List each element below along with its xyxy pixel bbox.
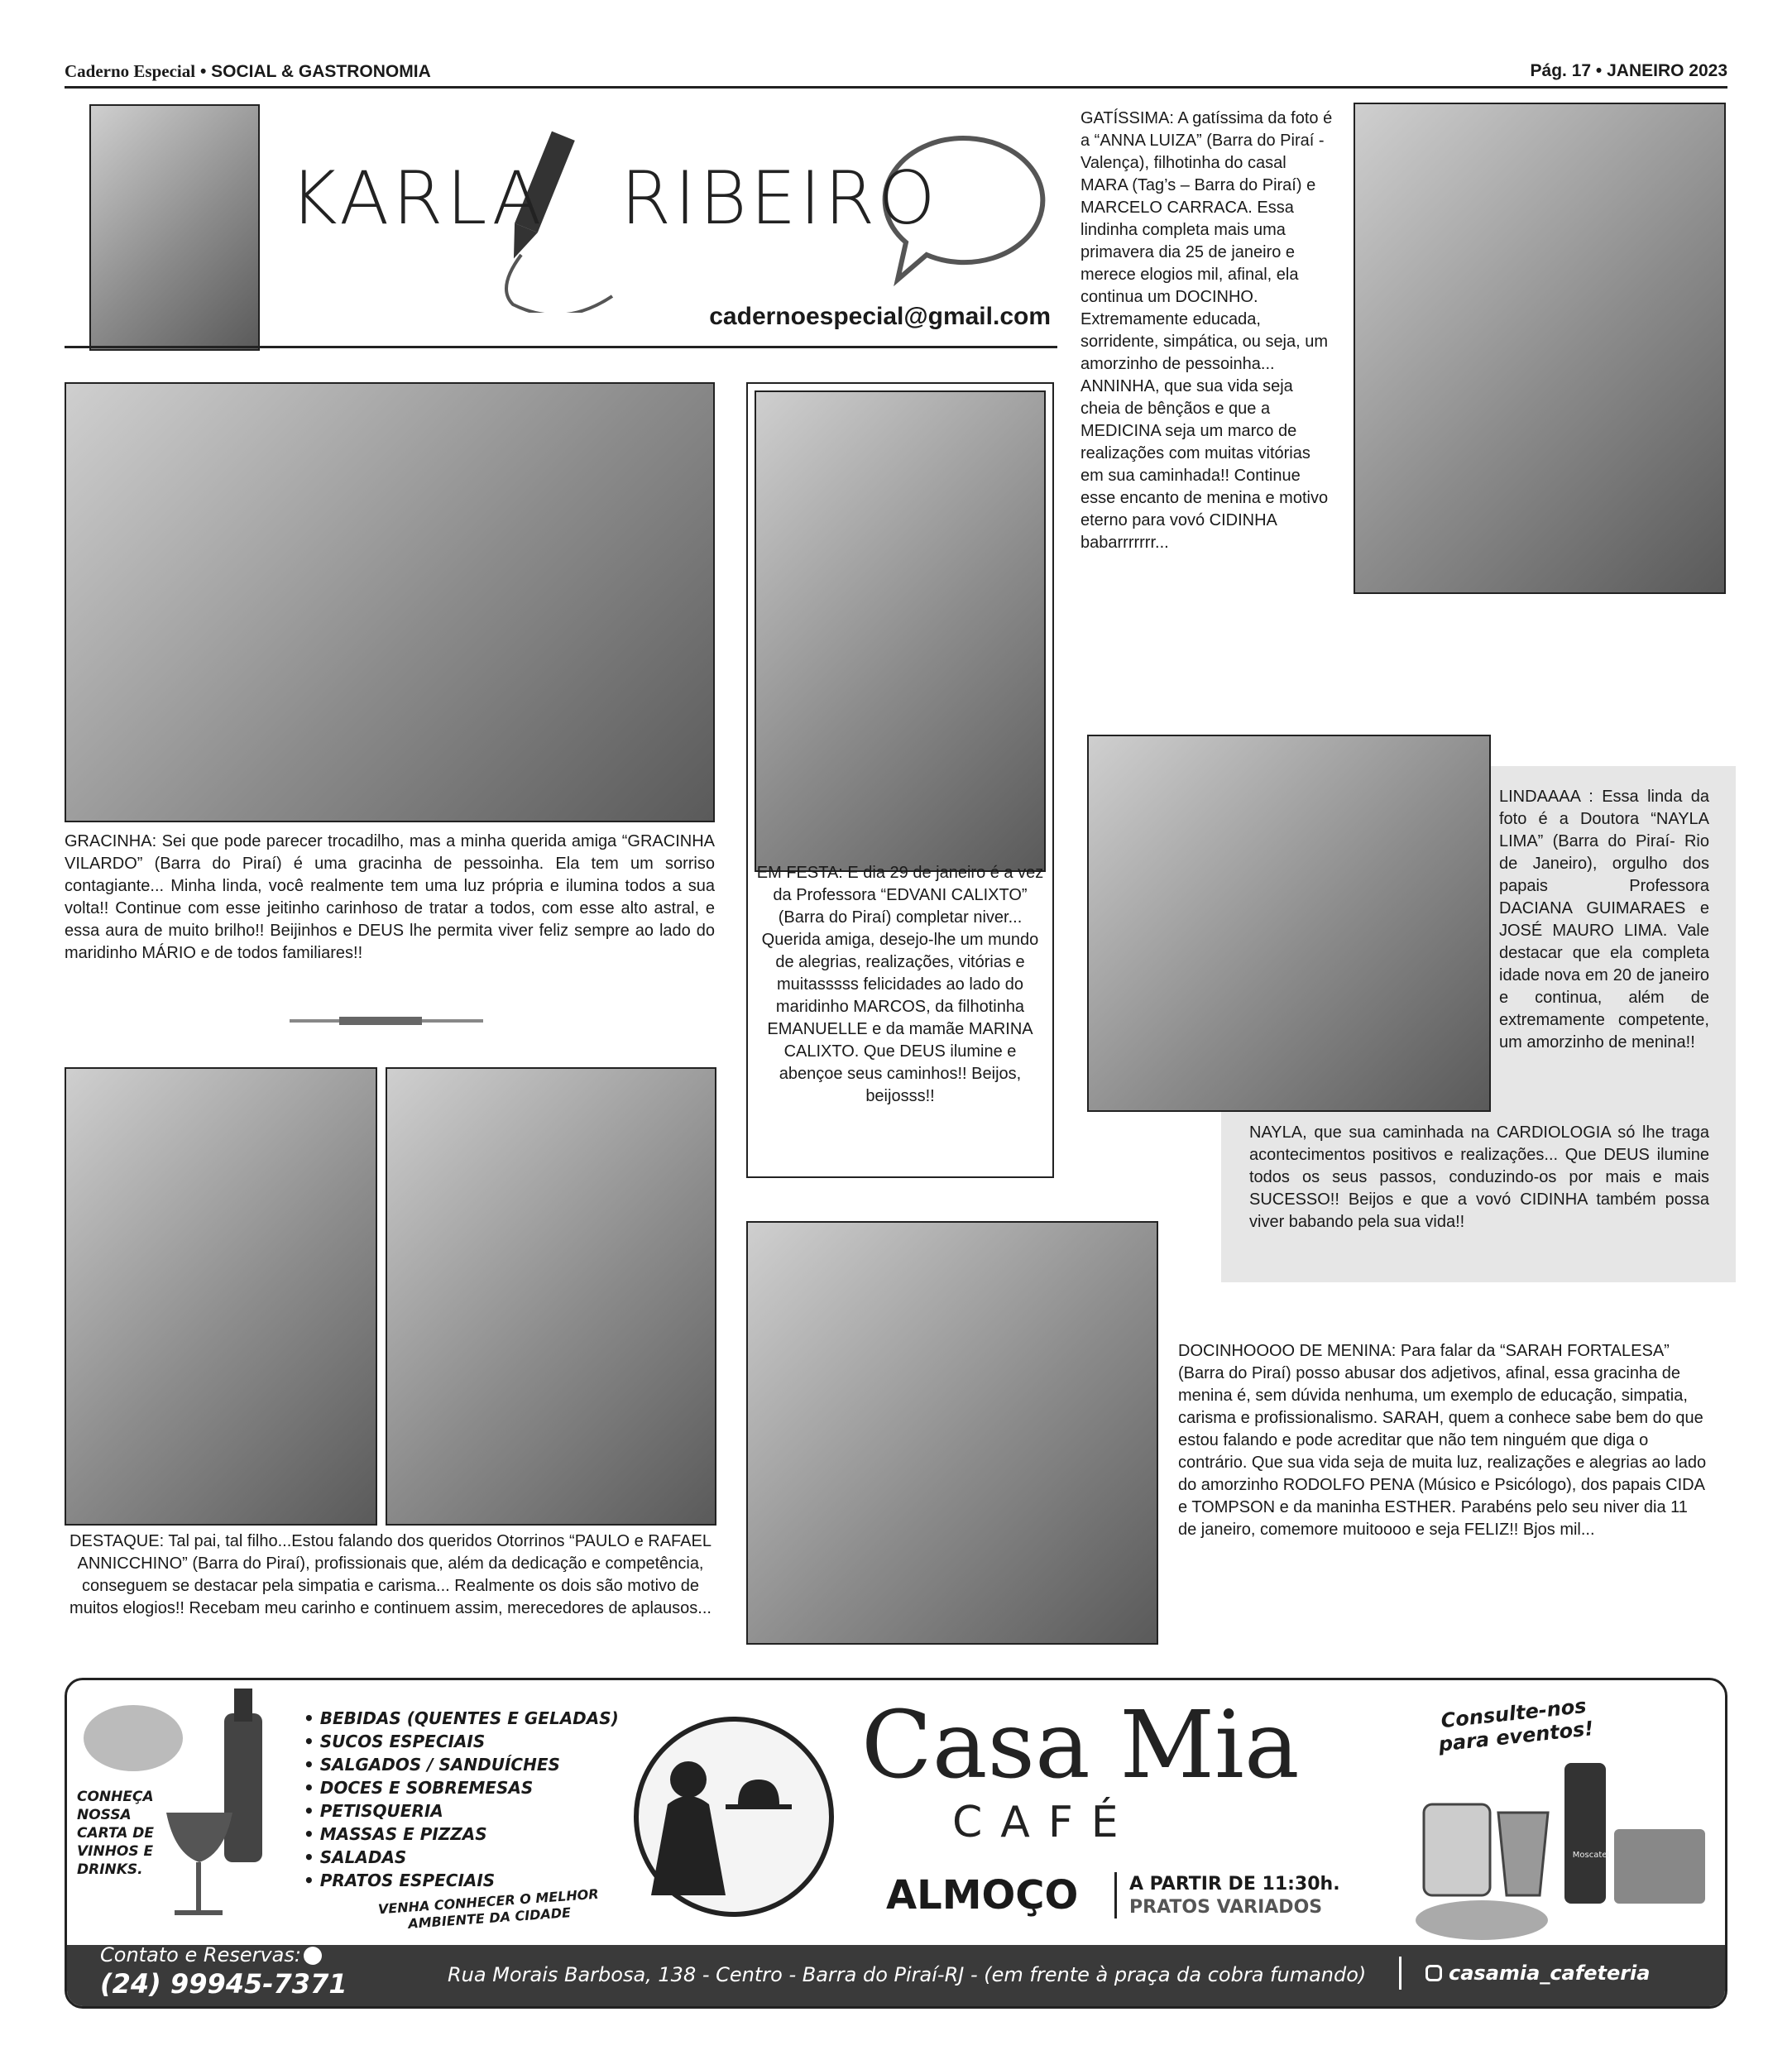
column-email[interactable]: cadernoespecial@gmail.com — [709, 303, 1051, 330]
section-name: • SOCIAL & GASTRONOMIA — [199, 62, 431, 81]
article-lindaaaa: LINDAAAA : Essa linda da foto é a Doutora “NAYLA LIMA” (Barra do Piraí- Rio de Janeiro), orgulho dos papais Professora DACIANA GUIMARAES e JOSÉ MAURO LIMA. Vale destacar que ela completa idade nova em 20 de janeiro e continua, além de extremamente competente, um amorzinho de menina!! — [1499, 788, 1709, 1051]
photo-gracinha-mario — [65, 382, 715, 822]
plate-icon — [1614, 1829, 1705, 1904]
menu-item: • MASSAS E PIZZAS — [304, 1824, 487, 1844]
leaf-icon — [84, 1705, 183, 1771]
wine-bottle-icon — [224, 1713, 262, 1862]
menu-item: • DOCES E SOBREMESAS — [304, 1778, 534, 1798]
cocktail-glass-icon — [1498, 1813, 1548, 1895]
pen-swirl-icon — [506, 255, 612, 313]
photo-nayla — [1087, 735, 1491, 1112]
lunch-divider — [1114, 1872, 1117, 1918]
events-note: Consulte-nos para eventos! — [1437, 1693, 1595, 1756]
column-logo — [273, 122, 1067, 313]
cafe-name: Casa Mia — [861, 1692, 1300, 1799]
contact-phone[interactable]: (24) 99945-7371 — [100, 1968, 347, 2000]
article-destaque: DESTAQUE: Tal pai, tal filho...Estou falando dos queridos Otorrinos “PAULO e RAFAEL ANNICCHINO” (Barra do Piraí), profissionais que, além da dedicação e competência, conseguem se destacar pela simpatia e carisma... Realmente os dois são motivo de muitos elogios!! Recebam meu carinho e continuem assim, merecedores de aplausos... — [69, 1532, 712, 1617]
page-info: Pág. 17 • JANEIRO 2023 — [1530, 61, 1727, 80]
instagram-handle[interactable]: casamia_cafeteria — [1449, 1962, 1651, 1985]
contact-label: Contato e Reservas: — [100, 1943, 301, 1966]
footer-divider — [1399, 1957, 1401, 1990]
ad-address: Rua Morais Barbosa, 138 - Centro - Barra do Piraí-RJ - (em frente à praça da cobra fumando) — [448, 1963, 1367, 1986]
article-gracinha: GRACINHA: Sei que pode parecer trocadilho, mas a minha querida amiga “GRACINHA VILARDO” (Barra do Piraí) é uma gracinha de pessoinha. Ela tem um sorriso contagiante... Minha linda, você realmente tem uma luz própria e ilumina todos a sua volta!! Continue com esse jeitinho carinhoso de tratar a todos, com esse alto astral, e essa aura de muito brilho!! Beijinhos e DEUS lhe permita viver feliz sempre ao lado do maridinho MÁRIO e de todos familiares!! — [65, 832, 715, 962]
cafe-emblem — [610, 1705, 858, 1928]
divider-accent — [339, 1017, 422, 1025]
menu-item: • SALADAS — [304, 1847, 407, 1867]
wine-note: CONHEÇA NOSSA CARTA DE VINHOS E DRINKS. — [77, 1789, 155, 1878]
article-em-festa: EM FESTA: E dia 29 de janeiro é a vez da Professora “EDVANI CALIXTO” (Barra do Piraí) completar niver... Querida amiga, desejo-lhe um mundo de alegrias, realizações, vitórias e muitasssss felicidades ao lado do maridinho MARCOS, da filhotinha EMANUELLE e da mamãe MARINA CALIXTO. Que DEUS ilumine e abençoe seus caminhos!! Beijos, beijosss!! — [756, 864, 1044, 1105]
casa-mia-ad — [65, 1678, 1727, 2009]
whatsapp-icon — [304, 1947, 322, 1965]
tray-icon — [726, 1804, 792, 1809]
menu-item: • SUCOS ESPECIAIS — [304, 1732, 486, 1751]
logo-rule — [65, 346, 1057, 348]
columnist-photo — [89, 104, 260, 351]
section-header — [65, 61, 431, 82]
menu-item: • BEBIDAS (QUENTES E GELADAS) — [304, 1708, 619, 1728]
lunch-label: ALMOÇO — [886, 1872, 1079, 1918]
photo-sarah-rodolfo — [746, 1221, 1158, 1645]
lunch-note: PRATOS VARIADOS — [1129, 1897, 1323, 1918]
header-rule — [65, 86, 1727, 89]
photo-rafael — [386, 1067, 716, 1526]
bottle-label: Moscatel — [1572, 1851, 1610, 1860]
article-docinho: DOCINHOOOO DE MENINA: Para falar da “SARAH FORTALESA” (Barra do Piraí) posso abusar dos adjetivos, afinal, essa gracinha de menina é, sem dúvida nenhuma, um exemplo de educação, simpatia, carisma e profissionalismo. SARAH, quem a conhece sabe bem do que estou falando e pode acreditar que não tem ninguém que diga o contrário. Que sua vida seja de muita luz, realizações e alegrias ao lado do amorzinho RODOLFO PENA (Músico e Psicólogo), dos papais CIDA e TOMPSON e da maninha ESTHER. Parabéns pelo seu niver dia 11 de janeiro, comemore muitoooo e seja FELIZ!! Bjos mil... — [1178, 1342, 1707, 1539]
lunch-time: A PARTIR DE 11:30h. — [1129, 1874, 1340, 1895]
ad-menu — [304, 1707, 651, 1892]
pizza-icon — [1416, 1900, 1548, 1940]
instagram-icon — [1425, 1965, 1442, 1981]
logo-first-name: KARLA — [290, 156, 545, 241]
article-gatissima: GATÍSSIMA: A gatíssima da foto é a “ANNA LUIZA” (Barra do Piraí - Valença), filhotinha do casal MARA (Tag’s – Barra do Piraí) e MARCELO CARRACA. Essa lindinha completa mais uma primavera dia 25 de janeiro e merece elogios mil, afinal, ela continua um DOCINHO. Extremamente educada, sorridente, simpática, ou seja, um amorzinho de pessoinha... ANNINHA, que sua vida seja cheia de bênçãos e que a MEDICINA seja um marco de realizações com muitas vitórias em sua caminhada!! Continue esse encanto de menina e motivo eterno para vovó CIDINHA babarrrrrrr... — [1080, 109, 1333, 552]
photo-anna-luiza — [1354, 103, 1726, 594]
menu-item: • SALGADOS / SANDUÍCHES — [304, 1755, 560, 1775]
drinks-illustration — [1407, 1755, 1722, 1945]
section-prefix: Caderno Especial — [65, 61, 196, 81]
beer-bottle-icon — [1564, 1763, 1606, 1904]
ad-footer — [67, 1945, 1725, 2006]
photo-paulo — [65, 1067, 377, 1526]
wine-glass-icon — [166, 1813, 232, 1862]
beer-mug-icon — [1424, 1804, 1490, 1895]
ad-slogan: VENHA CONHECER O MELHOR AMBIENTE DA CIDADE — [377, 1885, 600, 1932]
article-lindaaaa-cont: NAYLA, que sua caminhada na CARDIOLOGIA só lhe traga acontecimentos positivos e realizações... Que DEUS ilumine todos os seus passos, conduzindo-os por mais e mais SUCESSO!! Beijos e que a vovó CIDINHA também possa viver babando pela sua vida!! — [1249, 1123, 1709, 1231]
logo-last-name: RIBEIRO — [620, 156, 939, 241]
photo-edvani — [755, 390, 1046, 872]
waiter-head-icon — [670, 1761, 707, 1798]
menu-item: • PETISQUERIA — [304, 1801, 443, 1821]
menu-item: • PRATOS ESPECIAIS — [304, 1871, 496, 1890]
cafe-sub: CAFÉ — [952, 1798, 1137, 1847]
